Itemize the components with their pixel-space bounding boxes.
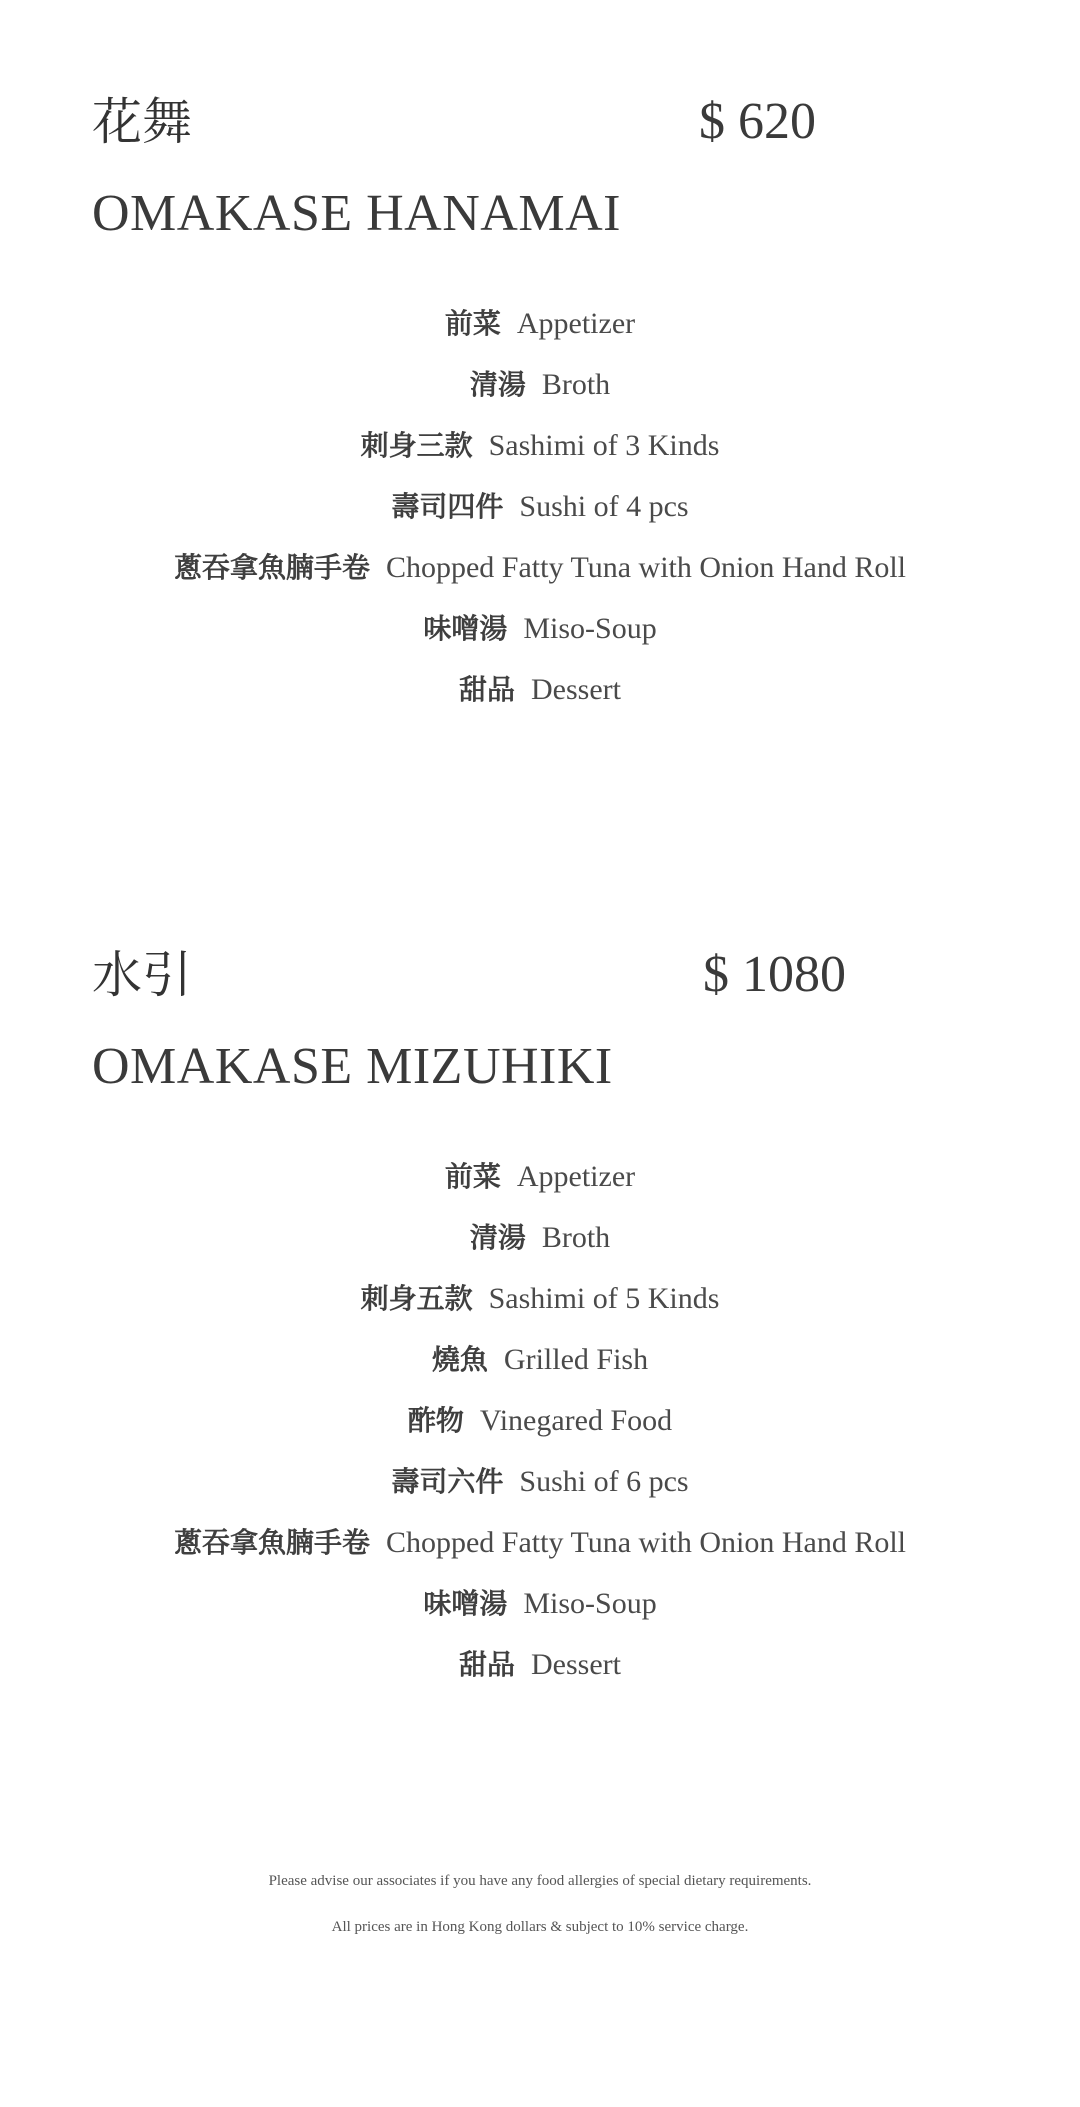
course-item <box>0 1146 1080 1207</box>
allergy-note: Please advise our associates if you have any food allergies of special dietary requirements. <box>268 1873 812 1889</box>
course-name-english: Sashimi of 3 Kinds <box>488 429 720 462</box>
course-item <box>0 1390 1080 1451</box>
course-item <box>0 1512 1080 1573</box>
course-name-english: Sushi of 6 pcs <box>519 1465 689 1498</box>
course-name-chinese: 前菜 <box>444 1160 501 1193</box>
price-note: All prices are in Hong Kong dollars & subject to 10% service charge. <box>331 1919 749 1935</box>
course-item <box>0 354 1080 415</box>
course-item <box>0 1329 1080 1390</box>
course-name-english: Chopped Fatty Tuna with Onion Hand Roll <box>385 1526 907 1559</box>
menu-price: $ 1080 <box>703 946 846 1003</box>
course-name-chinese: 清湯 <box>469 1221 526 1254</box>
course-item <box>0 598 1080 659</box>
course-name-english: Dessert <box>531 673 621 706</box>
menu-price: $ 620 <box>699 93 816 150</box>
course-item <box>0 293 1080 354</box>
course-name-english: Appetizer <box>516 1160 636 1193</box>
course-name-chinese: 味噌湯 <box>423 1587 508 1620</box>
course-name-chinese: 壽司六件 <box>391 1465 504 1498</box>
course-item <box>0 1268 1080 1329</box>
course-name-english: Grilled Fish <box>503 1343 649 1376</box>
course-name-chinese: 刺身三款 <box>360 429 473 462</box>
course-name-chinese: 刺身五款 <box>360 1282 473 1315</box>
course-name-english: Broth <box>541 368 611 401</box>
menu-title-english: OMAKASE MIZUHIKI <box>92 1038 613 1095</box>
menu-title-chinese: 水引 <box>92 946 192 1004</box>
course-name-english: Sushi of 4 pcs <box>519 490 689 523</box>
course-name-chinese: 清湯 <box>469 368 526 401</box>
course-item <box>0 1451 1080 1512</box>
course-name-english: Dessert <box>531 1648 621 1681</box>
course-name-chinese: 壽司四件 <box>391 490 504 523</box>
course-item <box>0 537 1080 598</box>
course-name-english: Broth <box>541 1221 611 1254</box>
course-item <box>0 1634 1080 1695</box>
course-name-chinese: 蔥吞拿魚腩手卷 <box>173 551 370 584</box>
course-name-chinese: 甜品 <box>459 673 516 706</box>
course-name-english: Miso-Soup <box>523 1587 657 1620</box>
course-name-english: Chopped Fatty Tuna with Onion Hand Roll <box>385 551 907 584</box>
course-name-english: Miso-Soup <box>523 612 657 645</box>
menu-title-english: OMAKASE HANAMAI <box>92 185 621 242</box>
course-item <box>0 476 1080 537</box>
course-item <box>0 1207 1080 1268</box>
course-item <box>0 415 1080 476</box>
course-name-chinese: 酢物 <box>407 1404 464 1437</box>
course-item <box>0 659 1080 720</box>
course-item <box>0 1573 1080 1634</box>
course-list <box>0 293 1080 720</box>
course-name-english: Sashimi of 5 Kinds <box>488 1282 720 1315</box>
course-name-english: Vinegared Food <box>479 1404 673 1437</box>
course-name-chinese: 甜品 <box>459 1648 516 1681</box>
course-name-chinese: 蔥吞拿魚腩手卷 <box>173 1526 370 1559</box>
footer-notes <box>0 1866 1080 1958</box>
menu-title-chinese: 花舞 <box>92 93 192 151</box>
course-name-chinese: 味噌湯 <box>423 612 508 645</box>
course-name-chinese: 燒魚 <box>431 1343 488 1376</box>
course-name-chinese: 前菜 <box>444 307 501 340</box>
course-name-english: Appetizer <box>516 307 636 340</box>
course-list <box>0 1146 1080 1695</box>
